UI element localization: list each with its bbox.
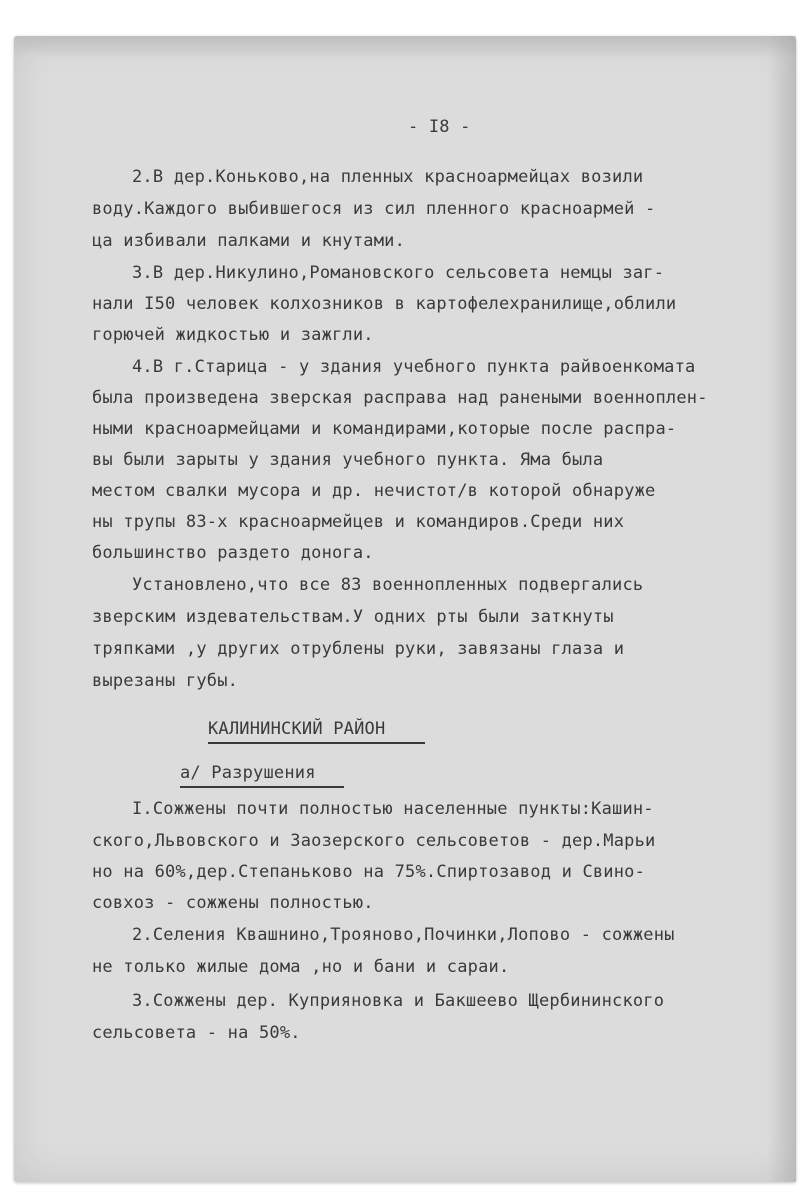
text-line: 3.Сожжены дер. Куприяновка и Бакшеево Щербининского <box>132 991 665 1011</box>
text-line: Установлено,что все 83 военнопленных подвергались <box>132 575 644 595</box>
text-line: 4.В г.Старица - у здания учебного пункта райвоенкомата <box>132 357 696 377</box>
text-line: сельсовета - на 50%. <box>92 1023 301 1043</box>
text-line: воду.Каждого выбившегося из сил пленного красноармей - <box>92 199 656 219</box>
text-line: совхоз - сожжены полностью. <box>92 893 374 913</box>
text-line: большинство раздето донога. <box>92 543 374 563</box>
text-line: вырезаны губы. <box>92 671 239 691</box>
text-line: ского,Львовского и Заозерского сельсоветов - дер.Марьи <box>92 831 656 851</box>
text-line: ца избивали палками и кнутами. <box>92 231 406 251</box>
subheading: а/ Разрушения <box>180 760 344 788</box>
text-line: вы были зарыты у здания учебного пункта. Яма была <box>92 450 604 470</box>
section-heading: КАЛИНИНСКИЙ РАЙОН <box>208 716 425 744</box>
text-line: зверским издевательствам.У одних рты были заткнуты <box>92 607 614 627</box>
text-line: 2.Селения Квашнино,Трояново,Починки,Лопово - сожжены <box>132 925 675 945</box>
text-line: но на 60%,дер.Степаньково на 75%.Спиртозавод и Свино- <box>92 862 646 882</box>
text-line: 2.В дер.Коньково,на пленных красноармейцах возили <box>132 167 644 187</box>
text-line: местом свалки мусора и др. нечистот/в которой обнаруже <box>92 481 656 501</box>
text-line: 3.В дер.Никулино,Романовского сельсовета немцы заг- <box>132 263 665 283</box>
text-line: ными красноармейцами и командирами,которые после распра- <box>92 419 677 439</box>
page-number: - I8 - <box>408 117 471 137</box>
text-line: была произведена зверская расправа над ранеными военноплен- <box>92 388 708 408</box>
text-line: ны трупы 83-х красноармейцев и командиров.Среди них <box>92 512 625 532</box>
text-line: не только жилые дома ,но и бани и сараи. <box>92 957 510 977</box>
text-line: нали I50 человек колхозников в картофелехранилище,облили <box>92 294 677 314</box>
text-line: тряпками ,у других отрублены руки, завязаны глаза и <box>92 639 625 659</box>
text-line: I.Сожжены почти полностью населенные пункты:Кашин- <box>132 799 654 819</box>
text-line: горючей жидкостью и зажгли. <box>92 325 374 345</box>
